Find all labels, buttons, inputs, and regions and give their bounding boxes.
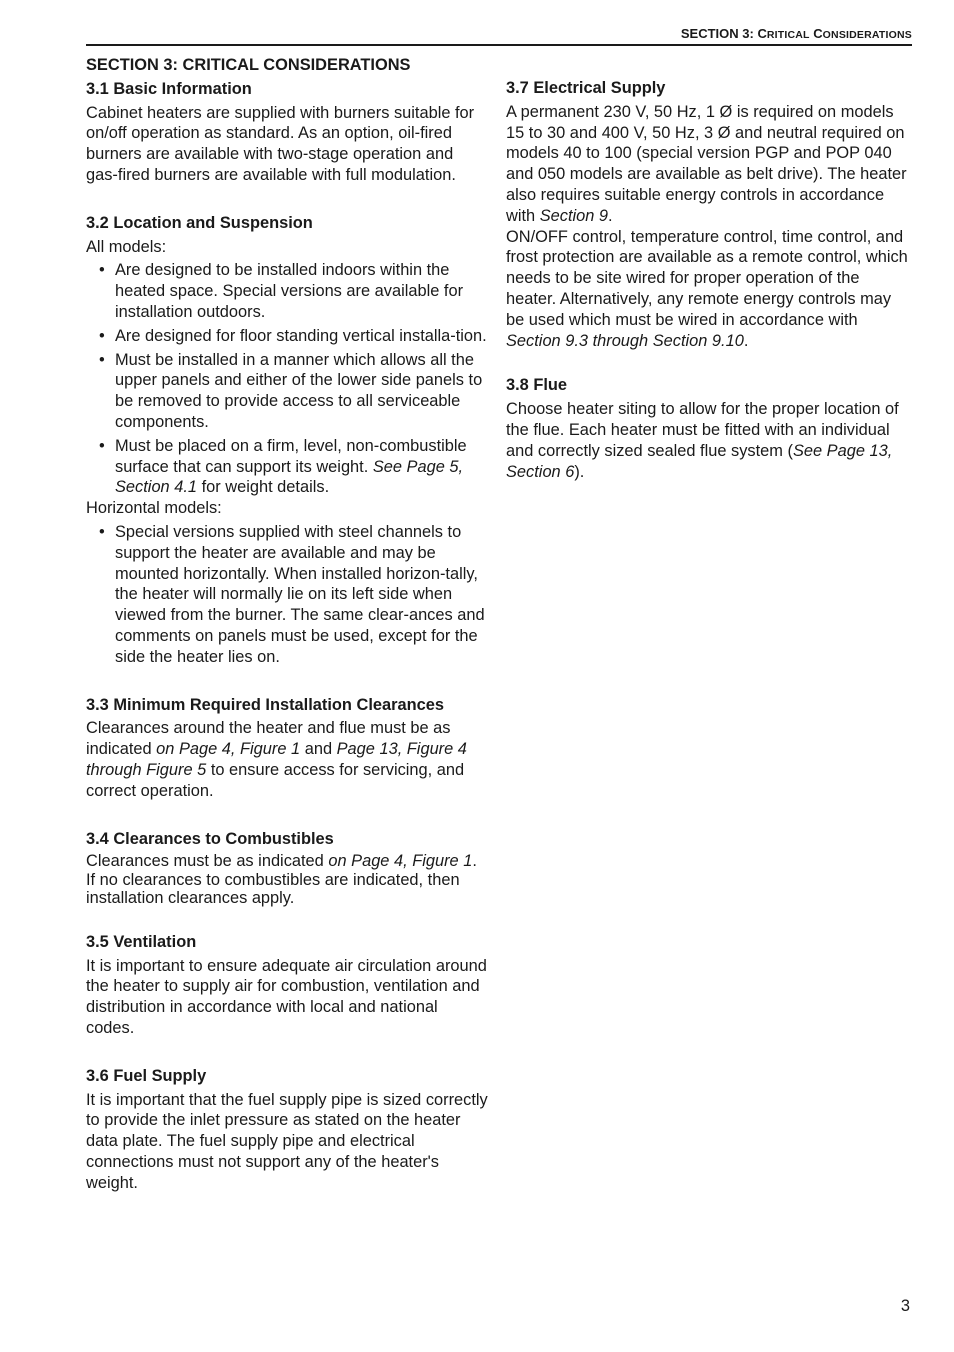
body-3-3: Clearances around the heater and flue must be as indicated on Page 4, Figure 1 and Page 13, Figure 4 through Figure 5 to ensure access for servicing, and correct operation. <box>86 719 467 800</box>
cross-reference: Page 13, Figure 4 through Figure 5 <box>86 740 467 779</box>
heading-3-8: 3.8 Flue <box>506 376 568 395</box>
body-3-7-para-2: ON/OFF control, temperature control, time control, and frost protection are available as a remote control, which needs to be site wired for proper operation of the heater. Alternatively, any remote energy controls may be used which must be wired in accordance with Section 9.3 through Section 9.10. <box>506 227 908 350</box>
cross-reference: Section 9.3 through Section 9.10 <box>506 331 744 350</box>
right-column <box>506 78 910 482</box>
list-item: • Must be installed in a manner which allows all the upper panels and either of the lower side panels to be removed to provide access to all serviceable components. <box>86 350 488 433</box>
all-models-list <box>86 260 488 498</box>
heading-3-1: 3.1 Basic Information <box>86 79 252 98</box>
left-column <box>86 55 488 1194</box>
running-header <box>86 26 912 46</box>
running-header-text: SECTION 3: CRITICAL CONSIDERATIONS <box>680 26 912 41</box>
heading-3-6: 3.6 Fuel Supply <box>86 1066 207 1085</box>
section-3-7 <box>506 78 910 351</box>
section-3-6 <box>86 1066 488 1194</box>
list-item: • Are designed for floor standing vertical installa-tion. <box>86 326 488 347</box>
body-3-1: Cabinet heaters are supplied with burners suitable for on/off operation as standard. As an option, oil-fired burners are available with two-stage operation and gas-fired burners are available with full modulation. <box>86 103 475 184</box>
cross-reference: See Page 5, Section 4.1 <box>115 457 464 497</box>
cross-reference: on Page 4, Figure 1 <box>328 852 473 871</box>
section-3-8 <box>506 375 910 482</box>
section-title: SECTION 3: CRITICAL CONSIDERATIONS <box>86 56 411 74</box>
section-3-3 <box>86 695 488 802</box>
cross-reference: See Page 13, Section 6 <box>506 441 893 481</box>
section-3-1 <box>86 79 488 186</box>
body-3-4: Clearances must be as indicated on Page 4, Figure 1. If no clearances to combustibles are indicated, then installation clearances apply. <box>86 852 477 908</box>
heading-3-4: 3.4 Clearances to Combustibles <box>86 829 334 848</box>
heading-3-5: 3.5 Ventilation <box>86 932 197 951</box>
body-3-7-para-1: A permanent 230 V, 50 Hz, 1 Ø is required on models 15 to 30 and 400 V, 50 Hz, 3 Ø and neutral required on models 40 to 100 (special version PGP and POP 040 and 050 models are available as belt drive). The heater also requires suitable energy controls in accordance with Section 9. <box>506 102 907 225</box>
list-item: • Must be placed on a firm, level, non-combustible surface that can support its weight. See Page 5, Section 4.1 for weight details. <box>86 436 488 498</box>
list-item: • Are designed to be installed indoors within the heated space. Special versions are available for installation outdoors. <box>86 260 488 322</box>
list-item: • Special versions supplied with steel channels to support the heater are available and may be mounted horizontally. When installed horizon-tally, the heater will normally lie on its left side when viewed from the burner. The same clear-ances and comments on panels must be used, except for the side the heater lies on. <box>86 522 488 668</box>
section-3-5 <box>86 932 488 1039</box>
all-models-label: All models: <box>86 237 167 256</box>
cross-reference: Section 9 <box>539 206 609 225</box>
page-number: 3 <box>900 1297 910 1315</box>
body-3-8: Choose heater siting to allow for the proper location of the flue. Each heater must be fitted with an individual and correctly sized sealed flue system (See Page 13, Section 6). <box>506 400 899 481</box>
horizontal-models-label: Horizontal models: <box>86 499 222 518</box>
heading-3-7: 3.7 Electrical Supply <box>506 79 666 97</box>
cross-reference: on Page 4, Figure 1 <box>156 740 301 759</box>
section-3-2 <box>86 213 488 668</box>
body-3-5: It is important to ensure adequate air circulation around the heater to supply air for combustion, ventilation and distribution in accordance with local and national codes. <box>86 956 487 1037</box>
heading-3-2: 3.2 Location and Suspension <box>86 213 313 232</box>
section-3-4 <box>86 829 488 908</box>
horizontal-models-list <box>86 522 488 668</box>
body-3-6: It is important that the fuel supply pipe is sized correctly to provide the inlet pressure as stated on the heater data plate. The fuel supply pipe and electrical connections must not support any of the heater's weight. <box>86 1090 488 1192</box>
heading-3-3: 3.3 Minimum Required Installation Clearances <box>86 695 444 714</box>
